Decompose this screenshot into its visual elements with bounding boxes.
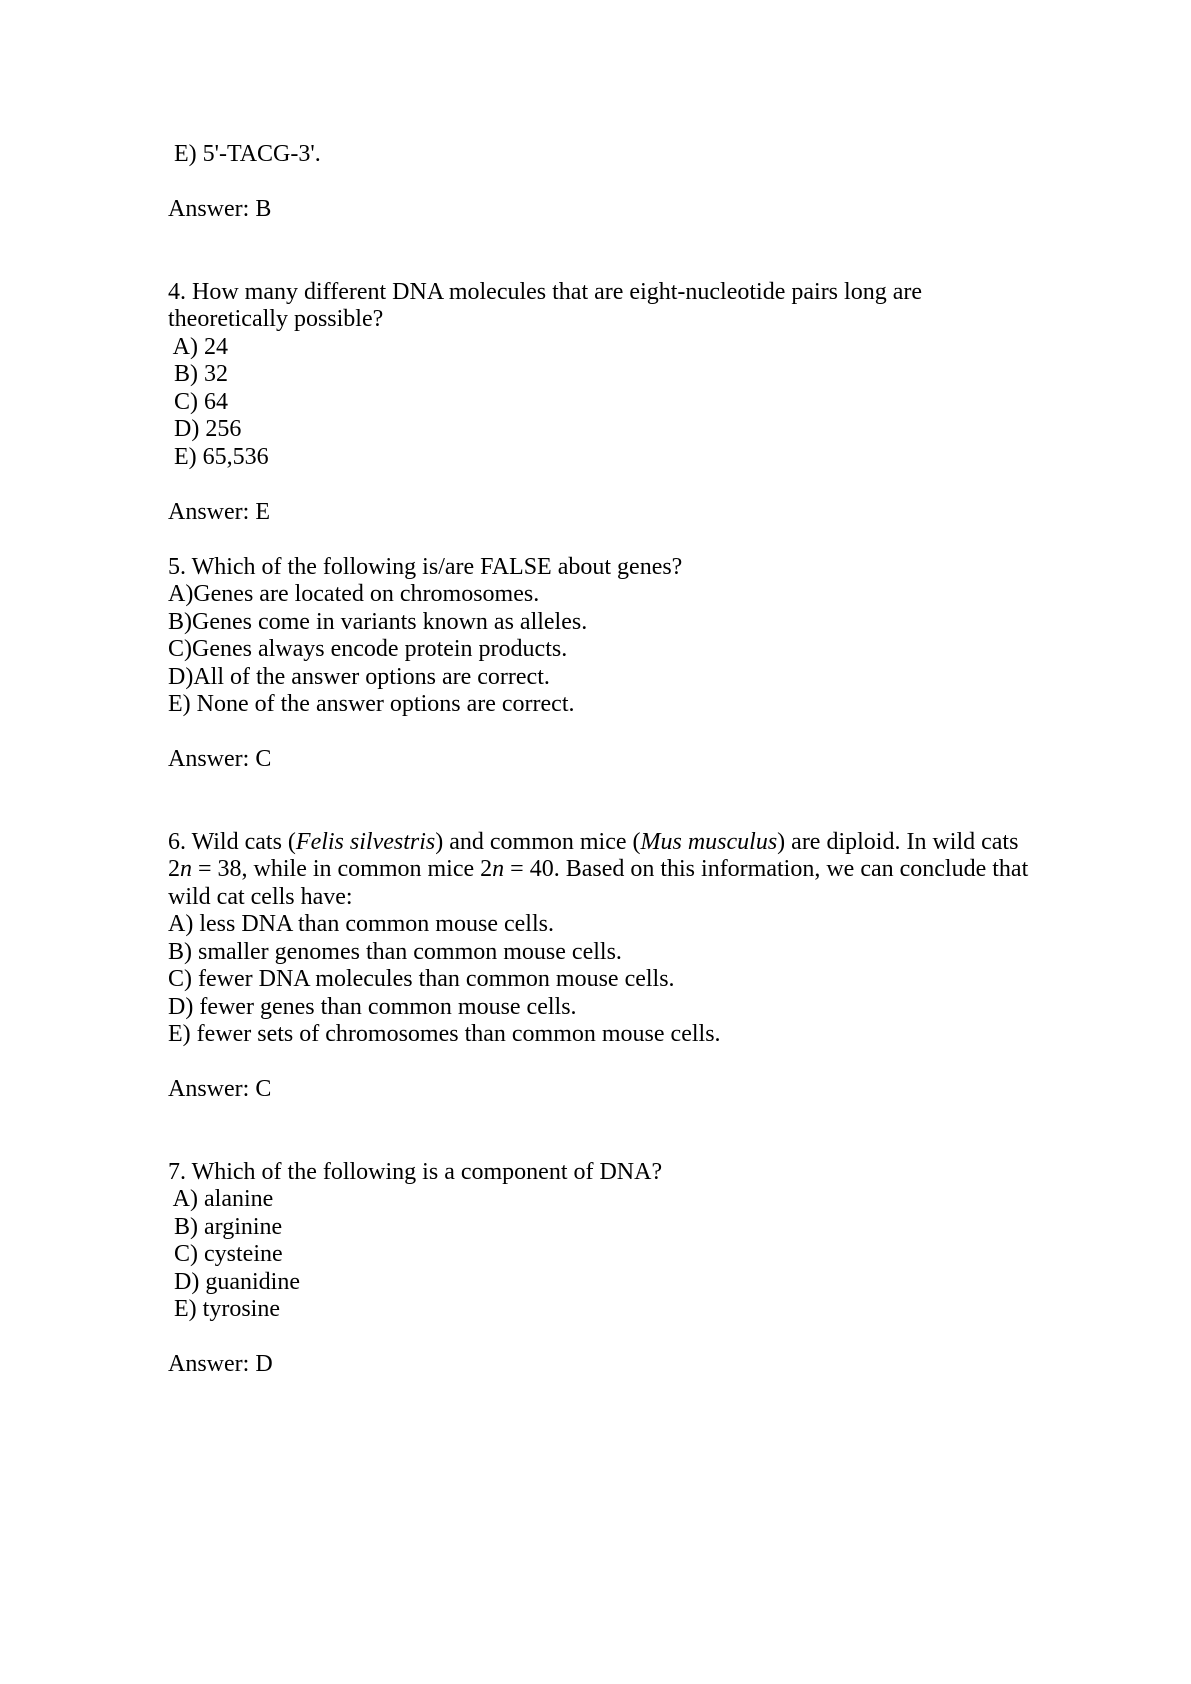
spacer: [168, 774, 1051, 802]
question-4-text-line-2: [168, 306, 1051, 334]
question-4-answer: [168, 499, 1051, 527]
question-3-answer: [168, 196, 1051, 224]
question-7-text: [168, 1159, 1051, 1187]
question-6-text-line-3: [168, 884, 1051, 912]
spacer: [168, 526, 1051, 554]
spacer: [168, 1049, 1051, 1077]
spacer: [168, 719, 1051, 747]
text: 6. Wild cats (: [168, 828, 296, 855]
text: C) 64: [168, 388, 228, 415]
question-7-option-d: [168, 1269, 1051, 1297]
spacer: [168, 471, 1051, 499]
text: E) fewer sets of chromosomes than common mouse cells.: [168, 1021, 721, 1047]
text: E) 65,536: [168, 443, 269, 470]
question-6-option-b: [168, 939, 1051, 967]
text: E) tyrosine: [168, 1296, 280, 1322]
question-4-option-c: [168, 389, 1051, 417]
text: C) fewer DNA molecules than common mouse cells.: [168, 966, 675, 992]
question-5-text: [168, 554, 1051, 582]
text: D)All of the answer options are correct.: [168, 663, 550, 690]
italic-text: Mus musculus: [640, 828, 778, 855]
text: Answer: C: [168, 746, 272, 772]
question-6-text-line-2: [168, 856, 1051, 884]
text: = 38, while in common mice 2: [192, 856, 493, 882]
question-4-option-e: [168, 444, 1051, 472]
question-7-option-a: [168, 1186, 1051, 1214]
question-6-text-line-1: [168, 829, 1051, 857]
question-4-text-line-1: [168, 279, 1051, 307]
question-5-option-c: [168, 636, 1051, 664]
text: Answer: D: [168, 1351, 273, 1377]
question-7-option-e: [168, 1296, 1051, 1324]
text: wild cat cells have:: [168, 883, 353, 910]
question-6-option-a: [168, 911, 1051, 939]
spacer: [168, 1324, 1051, 1352]
question-6-option-d: [168, 994, 1051, 1022]
question-6-answer: [168, 1076, 1051, 1104]
italic-text: Felis silvestris: [295, 828, 436, 855]
question-7-answer: [168, 1351, 1051, 1379]
text: 4. How many different DNA molecules that are eight-nucleotide pairs long are: [168, 278, 922, 305]
question-5-answer: [168, 746, 1051, 774]
question-5-option-b: [168, 609, 1051, 637]
text: A) alanine: [168, 1186, 274, 1212]
text: B) arginine: [168, 1213, 283, 1240]
text: Answer: E: [168, 498, 270, 525]
question-5-option-a: [168, 581, 1051, 609]
text: Answer: C: [168, 1076, 272, 1102]
text: 5. Which of the following is/are FALSE about genes?: [168, 553, 683, 580]
text: = 40. Based on this information, we can conclude that: [504, 856, 1029, 882]
text: ) are diploid. In wild cats: [777, 828, 1019, 855]
text: Answer: B: [168, 196, 272, 222]
text: C) cysteine: [168, 1241, 283, 1267]
spacer: [168, 224, 1051, 252]
spacer: [168, 169, 1051, 197]
text: A) 24: [168, 333, 228, 360]
spacer: [168, 251, 1051, 279]
question-6-option-e: [168, 1021, 1051, 1049]
text: 2: [168, 856, 180, 882]
text: B) 32: [168, 361, 228, 387]
question-7-option-b: [168, 1214, 1051, 1242]
text: A) less DNA than common mouse cells.: [168, 911, 554, 937]
text: D) guanidine: [168, 1268, 300, 1295]
text: C)Genes always encode protein products.: [168, 636, 568, 662]
question-3-option-e: [168, 141, 1051, 169]
text: E) None of the answer options are correct.: [168, 691, 575, 717]
question-4-option-d: [168, 416, 1051, 444]
question-4-option-b: [168, 361, 1051, 389]
text: 7. Which of the following is a component of DNA?: [168, 1158, 663, 1185]
spacer: [168, 801, 1051, 829]
text: D) 256: [168, 416, 242, 442]
spacer: [168, 1104, 1051, 1132]
text: D) fewer genes than common mouse cells.: [168, 993, 577, 1020]
question-5-option-d: [168, 664, 1051, 692]
text: theoretically possible?: [168, 306, 384, 332]
question-7-option-c: [168, 1241, 1051, 1269]
text: E) 5'-TACG-3'.: [168, 141, 321, 167]
italic-text: n: [492, 856, 505, 882]
italic-text: n: [180, 856, 192, 882]
text: ) and common mice (: [435, 828, 641, 855]
question-4-option-a: [168, 334, 1051, 362]
question-5-option-e: [168, 691, 1051, 719]
text: B) smaller genomes than common mouse cells.: [168, 938, 622, 965]
text: B)Genes come in variants known as alleles.: [168, 608, 588, 635]
spacer: [168, 1131, 1051, 1159]
question-6-option-c: [168, 966, 1051, 994]
text: A)Genes are located on chromosomes.: [168, 581, 540, 607]
